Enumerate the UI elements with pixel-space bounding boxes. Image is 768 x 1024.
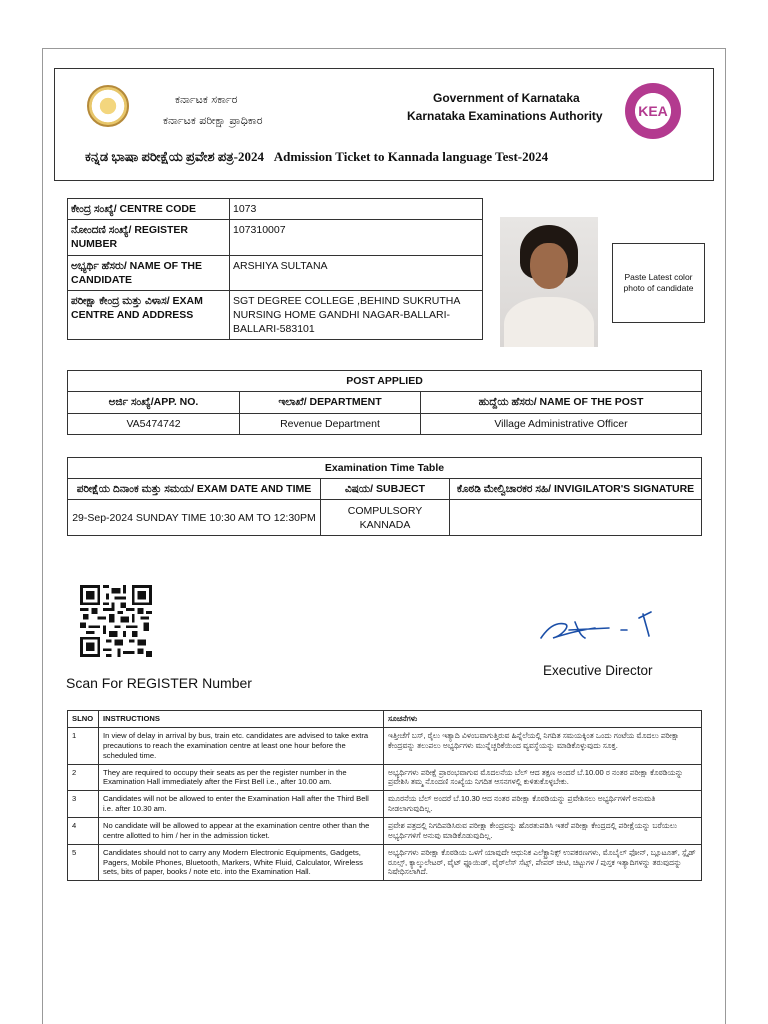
paste-photo-box xyxy=(612,243,705,323)
invigilator-signature-cell xyxy=(450,500,702,536)
table-row xyxy=(68,764,702,791)
department-value: Revenue Department xyxy=(240,414,421,435)
department-header: ಇಲಾಖೆ/ DEPARTMENT xyxy=(240,392,421,414)
instruction-english: They are required to occupy their seats as per the register number in the Examination Hall immediately after the First Bell i.e., after 10.00 am. xyxy=(99,764,384,791)
govt-english-name: Government of Karnataka xyxy=(433,91,580,105)
exam-date-value: 29-Sep-2024 SUNDAY TIME 10:30 AM TO 12:30PM xyxy=(68,500,321,536)
authority-english-name: Karnataka Examinations Authority xyxy=(407,109,603,123)
instructions-kannada-header: ಸೂಚನೆಗಳು xyxy=(384,711,702,728)
qr-scan-label: Scan For REGISTER Number xyxy=(66,675,252,691)
timetable-title: Examination Time Table xyxy=(68,458,702,479)
authority-kannada-name: ಕರ್ನಾಟಕ ಪರೀಕ್ಷಾ ಪ್ರಾಧಿಕಾರ xyxy=(163,114,263,127)
app-no-value: VA5474742 xyxy=(68,414,240,435)
govt-kannada-name: ಕರ್ನಾಟಕ ಸರ್ಕಾರ xyxy=(175,93,238,106)
director-signature xyxy=(535,608,665,648)
table-row xyxy=(68,844,702,881)
instruction-kannada: ಇತ್ತೀಚೆಗೆ ಬಸ್, ರೈಲು ಇತ್ಯಾದಿ ವಿಳಂಬವಾಗುತ್ತಿರುವ ಹಿನ್ನೆಲೆಯಲ್ಲಿ ನಿಗದಿತ ಸಮಯಕ್ಕಿಂತ ಒಂದು ಗಂಟೆಯ ಮೊದಲು ಪರೀಕ್ಷಾ ಕೇಂದ್ರವನ್ನು ತಲುಪಲು ಅಭ್ಯರ್ಥಿಗಳು ಮುನ್ನೆಚ್ಚರಿಕೆಯಿಂದ ವ್ಯವಸ್ಥೆಯನ್ನು ಮಾಡಿಕೊಳ್ಳುವುದು ಸೂಕ್ತ. xyxy=(384,728,702,765)
exam-date-header: ಪರೀಕ್ಷೆಯ ದಿನಾಂಕ ಮತ್ತು ಸಮಯ/ EXAM DATE AND TIME xyxy=(68,479,321,500)
instruction-english: No candidate will be allowed to appear at the examination centre other than the centre allotted to him / her in the admission ticket. xyxy=(99,818,384,845)
kea-logo-icon xyxy=(625,83,681,139)
instructions-header: INSTRUCTIONS xyxy=(99,711,384,728)
document-title xyxy=(85,149,685,165)
exam-centre-value: SGT DEGREE COLLEGE ,BEHIND SUKRUTHA NURSING HOME GANDHI NAGAR-BALLARI-BALLARI-583101 xyxy=(230,290,483,340)
register-number-label: ನೋಂದಣಿ ಸಂಖ್ಯೆ/ REGISTER NUMBER xyxy=(68,220,230,255)
kea-logo-text: KEA xyxy=(638,103,668,119)
table-row xyxy=(68,791,702,818)
title-english: Admission Ticket to Kannada language Test-2024 xyxy=(273,149,549,164)
instruction-english: In view of delay in arrival by bus, train etc. candidates are advised to take extra precautions to reach the examination centre at least one hour before the scheduled time. xyxy=(99,728,384,765)
table-row xyxy=(68,290,483,340)
post-applied-table xyxy=(67,370,702,435)
post-applied-title: POST APPLIED xyxy=(68,371,702,392)
paste-photo-text: Paste Latest color photo of candidate xyxy=(623,271,694,293)
subject-header: ವಿಷಯ/ SUBJECT xyxy=(321,479,450,500)
document-header xyxy=(54,68,714,181)
instruction-english: Candidates will not be allowed to enter the Examination Hall after the Third Bell i.e. after 10.30 am. xyxy=(99,791,384,818)
executive-director-label: Executive Director xyxy=(543,663,653,678)
table-row xyxy=(68,728,702,765)
candidate-details-table xyxy=(67,198,483,340)
post-name-value: Village Administrative Officer xyxy=(421,414,702,435)
candidate-name-label: ಅಭ್ಯರ್ಥಿ ಹೆಸರು/ NAME OF THE CANDIDATE xyxy=(68,255,230,290)
register-number-value: 107310007 xyxy=(230,220,483,255)
instruction-number: 1 xyxy=(68,728,99,765)
instruction-kannada: ಮೂರನೆಯ ಬೆಲ್ ಅಂದರೆ ಬೆ.10.30 ಆದ ನಂತರ ಪರೀಕ್ಷಾ ಕೊಠಡಿಯನ್ನು ಪ್ರವೇಶಿಸಲು ಅಭ್ಯರ್ಥಿಗಳಿಗೆ ಅನುಮತಿ ನೀಡಲಾಗುವುದಿಲ್ಲ. xyxy=(384,791,702,818)
instruction-number: 4 xyxy=(68,818,99,845)
table-row xyxy=(68,199,483,220)
instruction-english: Candidates should not to carry any Modern Electronic Equipments, Gadgets, Pagers, Mobile Phones, Bluetooth, Markers, White Fluid, Calculator, Wireless sets, bits of paper, books / note etc. into the Examination Hall. xyxy=(99,844,384,881)
instruction-kannada: ಪ್ರವೇಶ ಪತ್ರದಲ್ಲಿ ನಿಗದಿಪಡಿಸಿರುವ ಪರೀಕ್ಷಾ ಕೇಂದ್ರವನ್ನು ಹೊರತುಪಡಿಸಿ ಇತರೆ ಪರೀಕ್ಷಾ ಕೇಂದ್ರದಲ್ಲಿ ಪರೀಕ್ಷೆಯನ್ನು ಬರೆಯಲು ಅಭ್ಯರ್ಥಿಗಳಿಗೆ ಅನುವು ಮಾಡಿಕೊಡುವುದಿಲ್ಲ. xyxy=(384,818,702,845)
app-no-header: ಅರ್ಜಿ ಸಂಖ್ಯೆ/APP. NO. xyxy=(68,392,240,414)
table-row xyxy=(68,818,702,845)
instructions-table xyxy=(67,710,702,881)
post-name-header: ಹುದ್ದೆಯ ಹೆಸರು/ NAME OF THE POST xyxy=(421,392,702,414)
instruction-kannada: ಅಭ್ಯರ್ಥಿಗಳು ಪರೀಕ್ಷೆ ಪ್ರಾರಂಭವಾಗುವ ಮೊದಲನೆಯ ಬೆಲ್ ಆದ ತಕ್ಷಣ ಅಂದರೆ ಬೆ.10.00 ರ ನಂತರ ಪರೀಕ್ಷಾ ಕೊಠಡಿಯನ್ನು ಪ್ರವೇಶಿಸಿ ತಮ್ಮ ನೊಂದಣಿ ಸಂಖ್ಯೆಯ ನಿಗದಿತ ಆಸನಗಳಲ್ಲಿ ಕುಳಿತುಕೊಳ್ಳಬೇಕು. xyxy=(384,764,702,791)
instruction-kannada: ಅಭ್ಯರ್ಥಿಗಳು ಪರೀಕ್ಷಾ ಕೊಠಡಿಯ ಒಳಗೆ ಯಾವುದೇ ಆಧುನಿಕ ಎಲೆಕ್ಟ್ರಾನಿಕ್ಸ್ ಉಪಕರಣಗಳು, ಮೊಬೈಲ್ ಫೋನ್, ಬ್ಲೂಟೂತ್, ಸ್ಲೈಡ್ ರೂಲ್ಸ್, ಕ್ಯಾಲ್ಕುಲೇಟರ್, ವೈಟ್ ಫ್ಲೂಯಿಡ್, ವೈರ್‌ಲೆಸ್ ಸೆಟ್ಸ್, ಪೇಪರ್ ಚೀಟಿ, ಚಿಟ್ಟುಗಳ / ಪುಸ್ತಕ ಇತ್ಯಾದಿಗಳನ್ನು ತರುವುದನ್ನು ನಿಷೇಧಿಸಲಾಗಿದೆ. xyxy=(384,844,702,881)
candidate-photo xyxy=(500,217,598,347)
centre-code-value: 1073 xyxy=(230,199,483,220)
exam-centre-label: ಪರೀಕ್ಷಾ ಕೇಂದ್ರ ಮತ್ತು ವಿಳಾಸ/ EXAM CENTRE AND ADDRESS xyxy=(68,290,230,340)
title-kannada: ಕನ್ನಡ ಭಾಷಾ ಪರೀಕ್ಷೆಯ ಪ್ರವೇಶ ಪತ್ರ-2024 xyxy=(85,149,264,164)
register-qr-code-icon xyxy=(80,583,152,659)
instruction-number: 5 xyxy=(68,844,99,881)
exam-timetable-table xyxy=(67,457,702,536)
candidate-name-value: ARSHIYA SULTANA xyxy=(230,255,483,290)
slno-header: SLNO xyxy=(68,711,99,728)
invigilator-header: ಕೊಠಡಿ ಮೇಲ್ವಿಚಾರಕರ ಸಹಿ/ INVIGILATOR'S SIGNATURE xyxy=(450,479,702,500)
instruction-number: 2 xyxy=(68,764,99,791)
subject-value: COMPULSORY KANNADA xyxy=(321,500,450,536)
instruction-number: 3 xyxy=(68,791,99,818)
table-row xyxy=(68,255,483,290)
centre-code-label: ಕೇಂದ್ರ ಸಂಖ್ಯೆ/ CENTRE CODE xyxy=(68,199,230,220)
table-row xyxy=(68,220,483,255)
karnataka-emblem-icon xyxy=(87,85,129,127)
